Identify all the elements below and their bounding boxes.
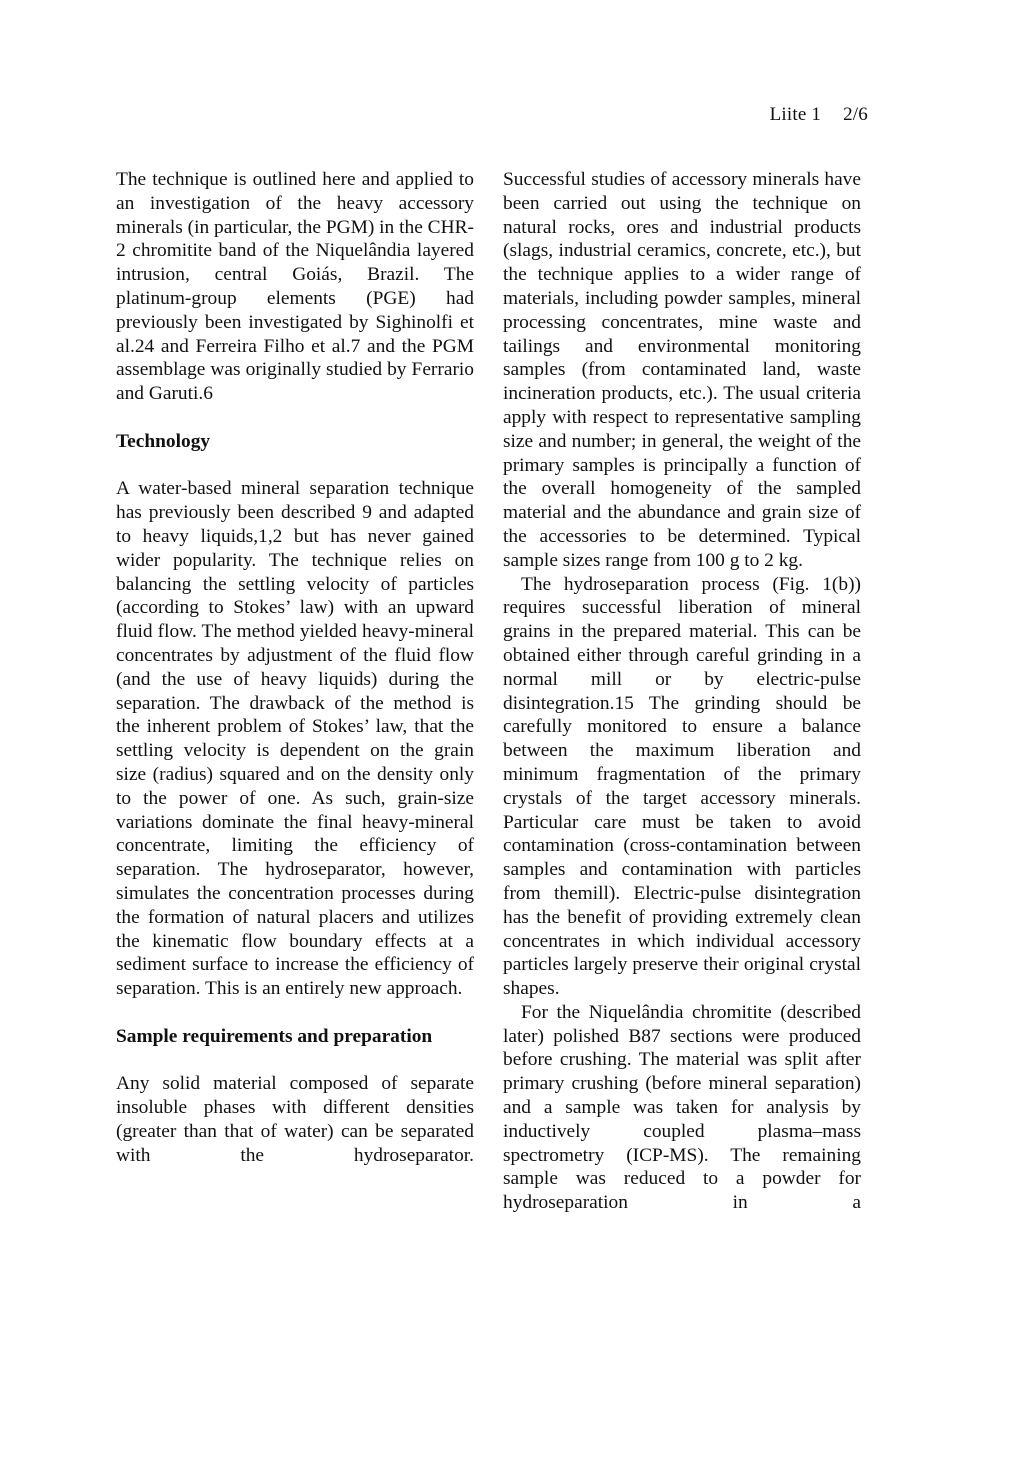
right-column (503, 168, 861, 1215)
sample-requirements-paragraph: Any solid material composed of separate insoluble phases with different densities (greater than that of water) can be separated with the hydroseparator. (116, 1073, 474, 1166)
appendix-label: Liite 1 (769, 104, 822, 125)
section-heading-sample-requirements: Sample requirements and preparation (116, 1025, 433, 1047)
hydroseparation-process-paragraph: The hydroseparation process (Fig. 1(b)) requires successful liberation of mineral grains in the prepared material. This can be obtained either through careful grinding in a normal mill or by electric-pulse disintegration.15 The grinding should be carefully monitored to ensure a balance between the maximum liberation and minimum fragmentation of the primary crystals of the target accessory minerals. Particular care must be taken to avoid contamination (cross-contamination between samples and contamination with particles from themill). Electric-pulse disintegration has the benefit of providing extremely clean concentrates in which individual accessory particles largely preserve their original crystal shapes. (503, 573, 861, 1000)
page-number: 2/6 (843, 104, 868, 125)
intro-paragraph: The technique is outlined here and applied to an investigation of the heavy accessory minerals (in particular, the PGM) in the CHR-2 chromitite band of the Niquelândia layered intrusion, central Goiás, Brazil. The platinum-group elements (PGE) had previously been investigated by Sighinolfi et al.24 and Ferreira Filho et al.7 and the PGM assemblage was originally studied by Ferrario and Garuti.6 (116, 169, 474, 405)
accessory-minerals-paragraph: Successful studies of accessory minerals have been carried out using the technique on natural rocks, ores and industrial products (slags, industrial ceramics, concrete, etc.), but the technique applies to a wider range of materials, including powder samples, mineral processing concentrates, mine waste and tailings and environmental monitoring samples (from contaminated land, waste incineration products, etc.). The usual criteria apply with respect to representative sampling size and number; in general, the weight of the primary samples is principally a function of the overall homogeneity of the sampled material and the abundance and grain size of the accessories to be determined. Typical sample sizes range from 100 g to 2 kg. (503, 169, 861, 571)
niquelandia-chromitite-paragraph: For the Niquelândia chromitite (described later) polished B87 sections were produced before crushing. The material was split after primary crushing (before mineral separation) and a sample was taken for analysis by inductively coupled plasma–mass spectrometry (ICP-MS). The remaining sample was reduced to a powder for hydroseparation in a (503, 1001, 861, 1214)
page-header (770, 104, 868, 126)
technology-paragraph: A water-based mineral separation technique has previously been described 9 and adapted to heavy liquids,1,2 but has never gained wider popularity. The technique relies on balancing the settling velocity of particles (according to Stokes’ law) with an upward fluid flow. The method yielded heavy-mineral concentrates by adjustment of the fluid flow (and the use of heavy liquids) during the separation. The drawback of the method is the inherent problem of Stokes’ law, that the settling velocity is dependent on the grain size (radius) squared and on the density only to the power of one. As such, grain-size variations dominate the final heavy-mineral concentrate, limiting the efficiency of separation. The hydroseparator, however, simulates the concentration processes during the formation of natural placers and utilizes the kinematic flow boundary effects at a sediment surface to increase the efficiency of separation. This is an entirely new approach. (116, 478, 474, 1000)
left-column (116, 168, 474, 1167)
section-heading-technology: Technology (116, 430, 211, 452)
